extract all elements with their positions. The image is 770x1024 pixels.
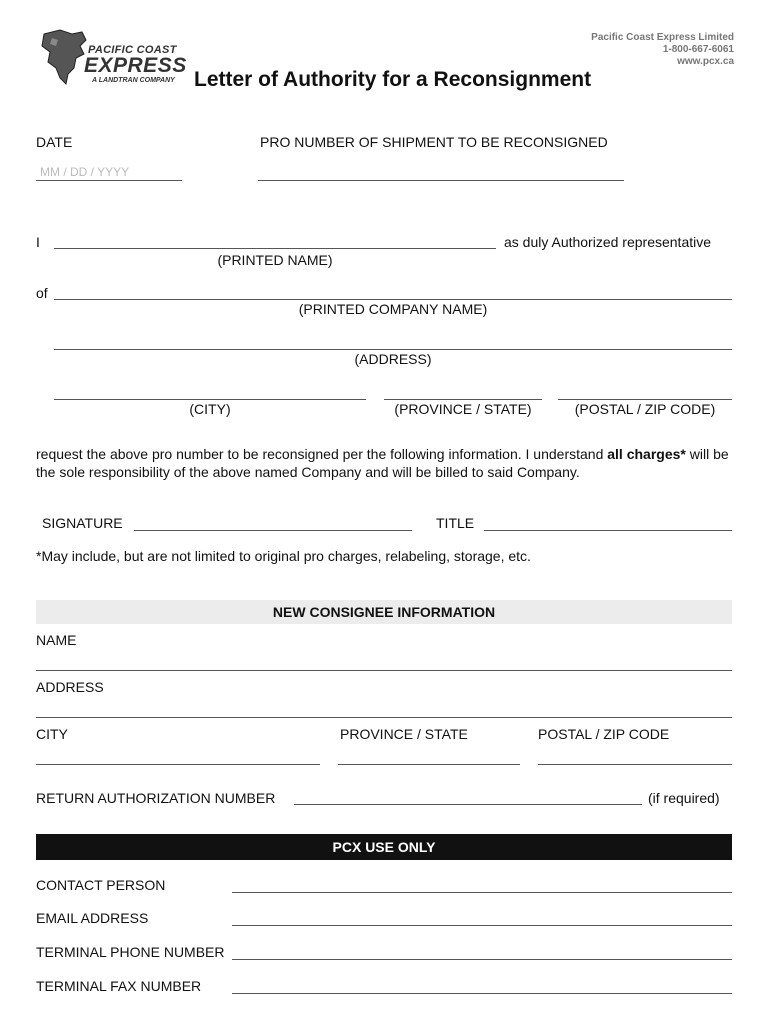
- province-field[interactable]: [384, 399, 542, 400]
- consignee-province-field[interactable]: [338, 764, 520, 765]
- consignee-address-field[interactable]: [36, 717, 732, 718]
- pro-number-field[interactable]: [258, 180, 624, 181]
- statement-part1: request the above pro number to be reconsigned per the following information. I understand: [36, 446, 608, 462]
- logo-line2: EXPRESS: [84, 54, 187, 77]
- footnote: *May include, but are not limited to original pro charges, relabeling, storage, etc.: [36, 548, 531, 564]
- statement-bold: all charges*: [607, 446, 686, 462]
- title-field[interactable]: [484, 530, 732, 531]
- date-field-placeholder[interactable]: MM / DD / YYYY: [40, 165, 130, 179]
- consignee-heading: NEW CONSIGNEE INFORMATION: [272, 604, 496, 620]
- contact-person-label: CONTACT PERSON: [36, 877, 166, 893]
- ra-number-field[interactable]: [294, 804, 642, 805]
- company-name-caption: (PRINTED COMPANY NAME): [298, 301, 488, 317]
- company-name: Pacific Coast Express Limited: [591, 32, 734, 43]
- email-address-label: EMAIL ADDRESS: [36, 910, 149, 926]
- title-label: TITLE: [436, 515, 475, 531]
- consignee-name-field[interactable]: [36, 670, 732, 671]
- consignee-name-label: NAME: [36, 632, 77, 648]
- consignee-address-label: ADDRESS: [36, 679, 104, 695]
- terminal-phone-label: TERMINAL PHONE NUMBER: [36, 944, 225, 960]
- printed-name-field[interactable]: [54, 248, 496, 249]
- authorization-statement: [36, 445, 736, 481]
- pcx-use-heading-band: [36, 834, 732, 860]
- as-rep-text: as duly Authorized representative: [504, 234, 712, 250]
- company-info: [591, 32, 734, 68]
- consignee-heading-band: [36, 600, 732, 624]
- terminal-fax-field[interactable]: [232, 993, 732, 994]
- printed-name-caption: (PRINTED NAME): [217, 252, 333, 268]
- company-name-field[interactable]: [54, 299, 732, 300]
- company-phone: 1-800-667-6061: [662, 44, 734, 55]
- pcx-use-heading: PCX USE ONLY: [332, 839, 436, 855]
- ra-number-label: RETURN AUTHORIZATION NUMBER: [36, 790, 276, 806]
- of-label: of: [36, 285, 48, 301]
- city-caption: (CITY): [189, 401, 231, 417]
- pro-number-label: PRO NUMBER OF SHIPMENT TO BE RECONSIGNED: [260, 134, 608, 150]
- date-field[interactable]: [36, 180, 182, 181]
- statement-part2: will be the sole responsibility of the above named Company and will be billed to said Company.: [36, 446, 729, 480]
- logo: [38, 28, 187, 90]
- if-required-note: (if required): [648, 790, 720, 806]
- address-field[interactable]: [54, 349, 732, 350]
- consignee-postal-field[interactable]: [538, 764, 732, 765]
- contact-person-field[interactable]: [232, 892, 732, 893]
- signature-label: SIGNATURE: [42, 515, 123, 531]
- province-caption: (PROVINCE / STATE): [394, 401, 532, 417]
- logo-line3: A LANDTRAN COMPANY: [92, 77, 175, 84]
- terminal-fax-label: TERMINAL FAX NUMBER: [36, 978, 202, 994]
- consignee-postal-label: POSTAL / ZIP CODE: [538, 726, 670, 742]
- city-field[interactable]: [54, 399, 366, 400]
- i-label: I: [36, 234, 40, 250]
- terminal-phone-field[interactable]: [232, 959, 732, 960]
- company-website-link[interactable]: www.pcx.ca: [677, 56, 734, 67]
- consignee-province-label: PROVINCE / STATE: [340, 726, 468, 742]
- consignee-city-field[interactable]: [36, 764, 320, 765]
- signature-field[interactable]: [134, 530, 412, 531]
- email-address-field[interactable]: [232, 925, 732, 926]
- postal-caption: (POSTAL / ZIP CODE): [574, 401, 716, 417]
- postal-field[interactable]: [558, 399, 732, 400]
- address-caption: (ADDRESS): [354, 351, 432, 367]
- date-label: DATE: [36, 134, 73, 150]
- logo-line1: PACIFIC COAST: [88, 44, 177, 56]
- consignee-city-label: CITY: [36, 726, 68, 742]
- page-title: Letter of Authority for a Reconsignment: [194, 68, 592, 91]
